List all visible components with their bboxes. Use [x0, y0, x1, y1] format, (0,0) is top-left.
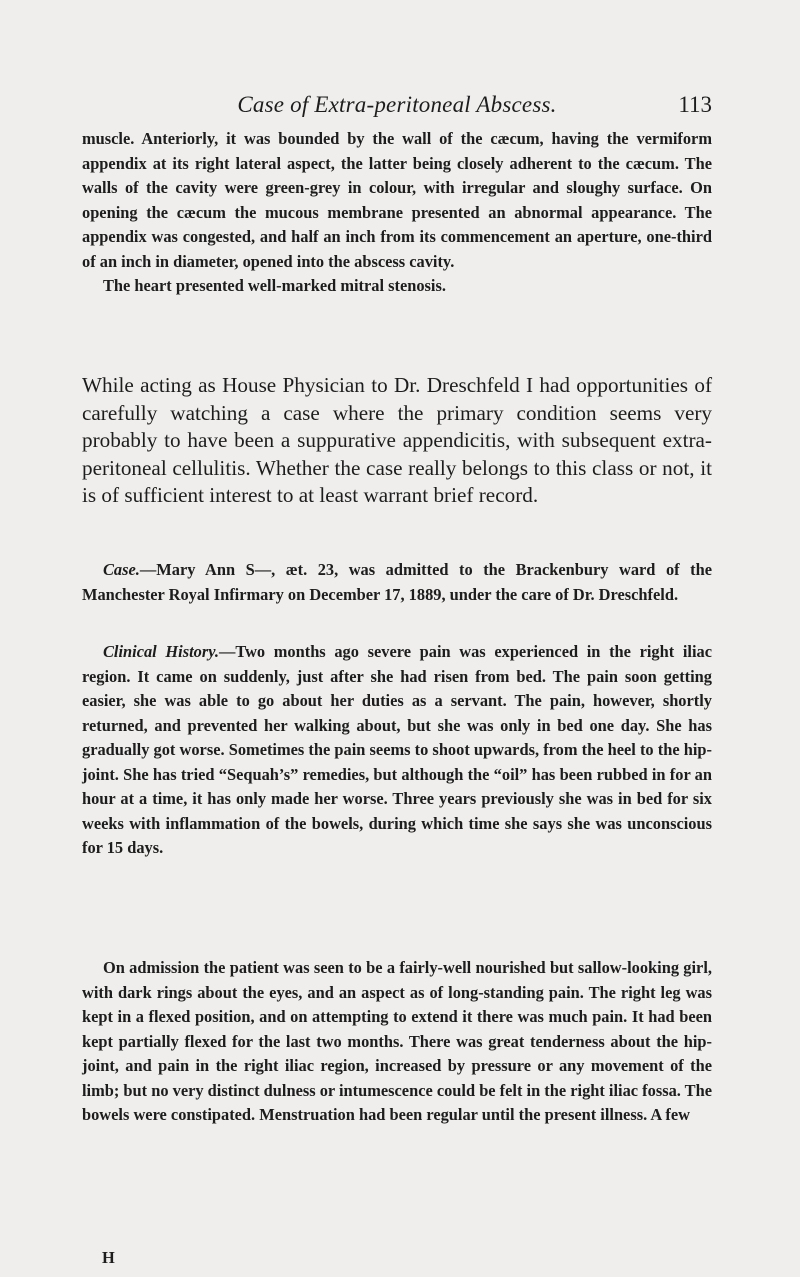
- case-label: Case.: [103, 560, 140, 579]
- introductory-paragraph: [82, 372, 712, 510]
- opening-paragraph-block: [82, 127, 712, 299]
- page-header: [82, 90, 712, 120]
- case-paragraph: [82, 558, 712, 607]
- case-text: —Mary Ann S—, æt. 23, was admitted to the Brackenbury ward of the Manchester Royal Infirmary on December 17, 1889, under the care of Dr. Dreschfeld.: [82, 560, 712, 604]
- admission-block: [82, 956, 712, 1128]
- admission-paragraph: On admission the patient was seen to be a fairly-well nourished but sallow-looking girl, with dark rings about the eyes, and an aspect as of long-standing pain. The right leg was kept in a flexed position, and on attempting to extend it there was much pain. It had been kept partially flexed for the last two months. There was great tenderness about the hip-joint, and pain in the right iliac region, increased by pressure or any movement of the limb; but no very distinct dulness or intumescence could be felt in the right iliac fossa. The bowels were constipated. Menstruation had been regular until the present illness. A few: [82, 958, 712, 1125]
- clinical-history-label: Clinical History.: [103, 642, 219, 661]
- running-title: Case of Extra-peritoneal Abscess.: [237, 92, 557, 117]
- signature-mark: H: [102, 1248, 115, 1267]
- clinical-history-block: [82, 640, 712, 861]
- opening-paragraph: muscle. Anteriorly, it was bounded by the wall of the cæcum, having the vermiform appendix at its right lateral aspect, the latter being closely adherent to the cæcum. The walls of the cavity were green-grey in colour, with irregular and sloughy surface. On opening the cæcum the mucous membrane presented an abnormal appearance. The appendix was congested, and half an inch from its commencement an aperture, one-third of an inch in diameter, opened into the abscess cavity.: [82, 129, 712, 271]
- page-number: 113: [678, 92, 712, 117]
- clinical-history-paragraph: [82, 640, 712, 861]
- intro-text: While acting as House Physician to Dr. Dreschfeld I had opportunities of carefully watching a case where the primary condition seems very probably to have been a suppurative appendicitis, with subsequent extra-peritoneal cellulitis. Whether the case really belongs to this class or not, it is of sufficient interest to at least warrant brief record.: [82, 373, 712, 508]
- heart-paragraph: The heart presented well-marked mitral stenosis.: [103, 276, 446, 296]
- case-paragraph-block: [82, 558, 712, 607]
- clinical-history-text: —Two months ago severe pain was experienced in the right iliac region. It came on suddenly, just after she had risen from bed. The pain soon getting easier, she was able to go about her duties as a servant. The pain, however, shortly returned, and prevented her walking about, but she was only in bed one day. She has gradually got worse. Sometimes the pain seems to shoot upwards, from the heel to the hip-joint. She has tried “Sequah’s” remedies, but although the “oil” has been rubbed in for an hour at a time, it has only made her worse. Three years previously she was in bed for six weeks with inflammation of the bowels, during which time she says she was unconscious for 15 days.: [82, 642, 712, 858]
